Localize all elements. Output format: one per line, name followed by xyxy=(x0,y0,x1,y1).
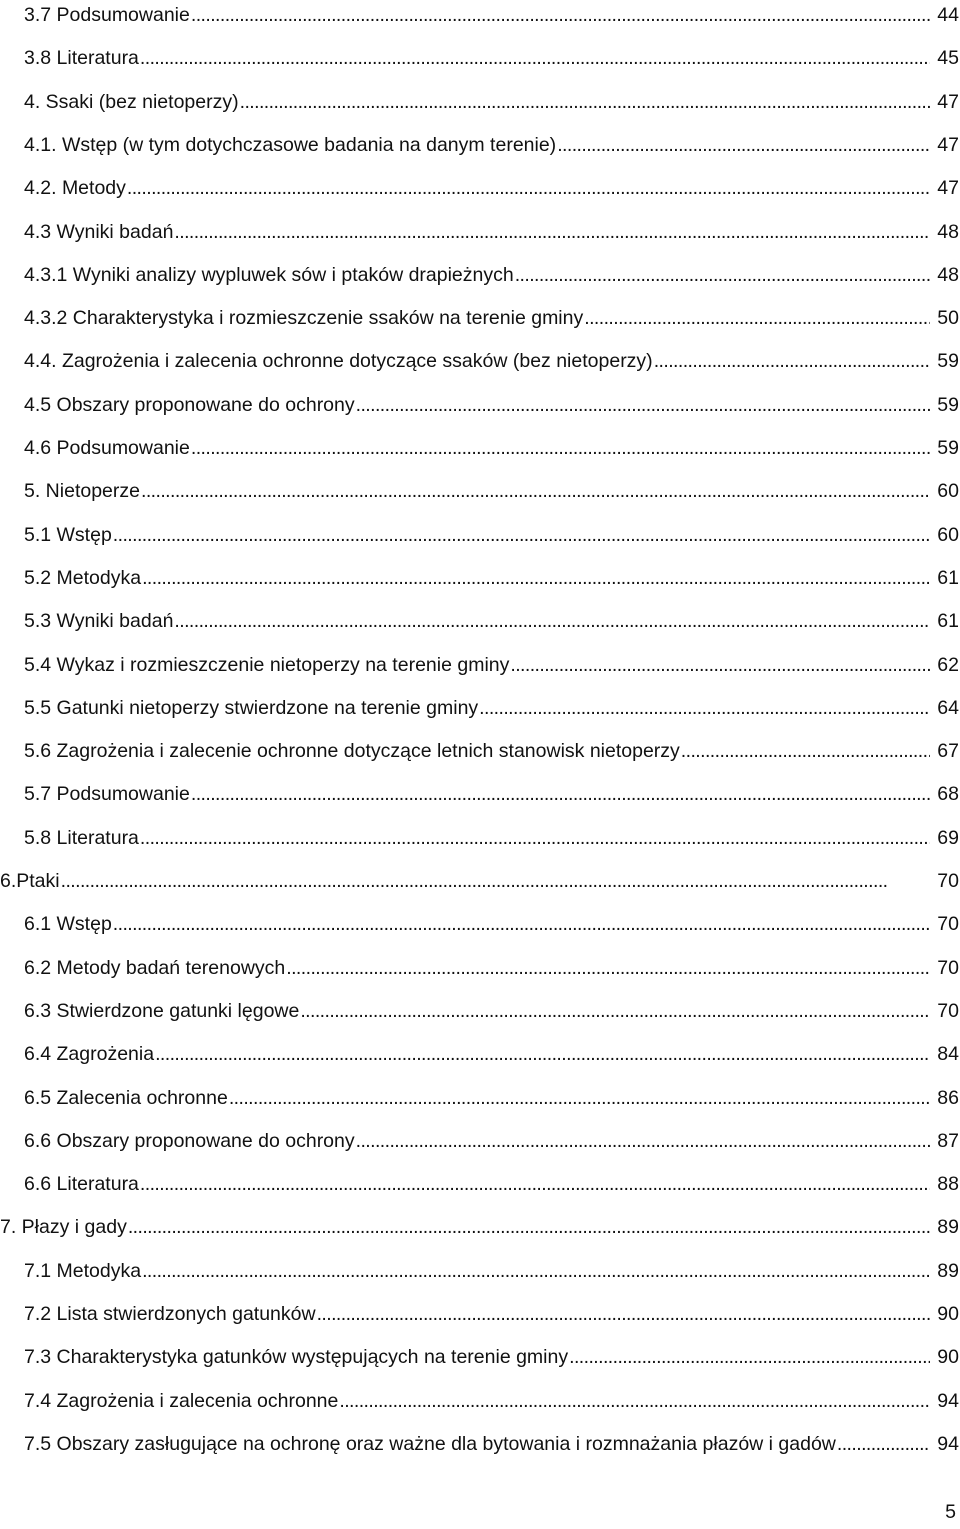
toc-entry-title: 6.6 Obszary proponowane do ochrony xyxy=(24,1126,356,1156)
toc-dot-leader xyxy=(155,1039,930,1069)
toc-entry-page: 44 xyxy=(937,4,959,26)
toc-dot-leader xyxy=(142,563,930,593)
toc-entry[interactable] xyxy=(0,43,960,73)
toc-entry-title: 7.4 Zagrożenia i zalecenia ochronne xyxy=(24,1386,339,1416)
toc-entry[interactable] xyxy=(0,1039,960,1069)
toc-dot-leader xyxy=(515,260,930,290)
toc-entry-title: 6.6 Literatura xyxy=(24,1169,140,1199)
toc-dot-leader xyxy=(510,650,930,680)
toc-entry-page: 90 xyxy=(937,1346,959,1369)
toc-entry[interactable] xyxy=(0,953,960,983)
toc-entry[interactable] xyxy=(0,1386,960,1416)
toc-entry-title: 5.6 Zagrożenia i zalecenie ochronne dotyczące letnich stanowisk nietoperzy xyxy=(24,736,681,766)
toc-entry-page: 48 xyxy=(937,263,959,286)
toc-entry[interactable] xyxy=(0,909,960,939)
toc-dot-leader xyxy=(191,433,930,463)
toc-entry[interactable] xyxy=(0,606,960,636)
toc-entry-title: 4.3.1 Wyniki analizy wypluwek sów i ptaków drapieżnych xyxy=(24,260,515,290)
toc-dot-leader xyxy=(191,779,930,809)
toc-dot-leader xyxy=(300,996,930,1026)
toc-entry-page: 70 xyxy=(937,913,959,936)
toc-entry[interactable] xyxy=(0,1083,960,1113)
toc-dot-leader xyxy=(127,173,930,203)
toc-entry[interactable] xyxy=(0,520,960,550)
toc-entry-title: 5.8 Literatura xyxy=(24,823,140,853)
toc-dot-leader xyxy=(140,1169,930,1199)
toc-entry-title: 5. Nietoperze xyxy=(24,476,141,506)
toc-entry[interactable] xyxy=(0,173,960,203)
toc-entry-title: 6.Ptaki xyxy=(0,866,61,896)
toc-entry-page: 47 xyxy=(937,133,959,156)
page-number: 5 xyxy=(945,1501,956,1523)
toc-entry-page: 94 xyxy=(937,1389,959,1412)
toc-dot-leader xyxy=(128,1212,930,1242)
toc-dot-leader xyxy=(584,303,930,333)
toc-entry-page: 94 xyxy=(937,1432,959,1455)
toc-entry[interactable] xyxy=(0,260,960,290)
toc-entry-page: 47 xyxy=(937,177,959,200)
toc-entry[interactable] xyxy=(0,87,960,117)
toc-entry-title: 7. Płazy i gady xyxy=(0,1212,128,1242)
toc-entry-page: 89 xyxy=(937,1259,959,1282)
toc-entry[interactable] xyxy=(0,433,960,463)
toc-dot-leader xyxy=(61,866,930,896)
toc-entry-title: 5.7 Podsumowanie xyxy=(24,779,191,809)
toc-dot-leader xyxy=(140,823,930,853)
toc-entry-page: 88 xyxy=(937,1173,959,1196)
toc-dot-leader xyxy=(479,693,930,723)
toc-dot-leader xyxy=(142,1256,930,1286)
toc-entry-title: 4.4. Zagrożenia i zalecenia ochronne dotyczące ssaków (bez nietoperzy) xyxy=(24,346,654,376)
toc-dot-leader xyxy=(191,0,930,30)
toc-entry-title: 4.2. Metody xyxy=(24,173,127,203)
toc-dot-leader xyxy=(174,217,930,247)
toc-entry-title: 6.4 Zagrożenia xyxy=(24,1039,155,1069)
toc-entry[interactable] xyxy=(0,476,960,506)
toc-dot-leader xyxy=(113,520,930,550)
toc-dot-leader xyxy=(113,909,930,939)
toc-dot-leader xyxy=(174,606,930,636)
toc-entry[interactable] xyxy=(0,303,960,333)
toc-entry[interactable] xyxy=(0,693,960,723)
toc-entry[interactable] xyxy=(0,1342,960,1372)
toc-entry-page: 90 xyxy=(937,1303,959,1325)
toc-entry-title: 7.2 Lista stwierdzonych gatunków xyxy=(24,1299,317,1329)
toc-entry-title: 5.5 Gatunki nietoperzy stwierdzone na terenie gminy xyxy=(24,693,479,723)
toc-dot-leader xyxy=(339,1386,930,1416)
toc-entry[interactable] xyxy=(0,0,960,30)
toc-dot-leader xyxy=(654,346,930,376)
toc-entry-page: 69 xyxy=(937,826,959,849)
toc-entry-title: 6.2 Metody badań terenowych xyxy=(24,953,286,983)
toc-entry-page: 84 xyxy=(937,1043,959,1066)
toc-entry-title: 6.3 Stwierdzone gatunki lęgowe xyxy=(24,996,300,1026)
toc-entry-title: 4.5 Obszary proponowane do ochrony xyxy=(24,390,356,420)
toc-dot-leader xyxy=(356,1126,930,1156)
toc-entry-page: 61 xyxy=(937,610,959,633)
toc-entry-page: 45 xyxy=(937,47,959,70)
toc-entry-title: 3.8 Literatura xyxy=(24,43,140,73)
toc-dot-leader xyxy=(140,43,930,73)
toc-dot-leader xyxy=(317,1299,930,1329)
toc-dot-leader xyxy=(286,953,930,983)
toc-entry-title: 4.3.2 Charakterystyka i rozmieszczenie ssaków na terenie gminy xyxy=(24,303,584,333)
toc-dot-leader xyxy=(229,1083,930,1113)
toc-entry[interactable] xyxy=(0,1256,960,1286)
toc-entry-page: 64 xyxy=(937,696,959,719)
toc-entry-page: 89 xyxy=(937,1216,959,1239)
toc-entry-page: 48 xyxy=(937,220,959,243)
toc-entry[interactable] xyxy=(0,1299,960,1329)
toc-entry[interactable] xyxy=(0,779,960,809)
toc-entry-title: 3.7 Podsumowanie xyxy=(24,0,191,30)
toc-entry-title: 6.1 Wstęp xyxy=(24,909,113,939)
toc-entry-page: 59 xyxy=(937,437,959,459)
toc-entry-page: 59 xyxy=(937,350,959,373)
toc-entry-page: 70 xyxy=(937,999,959,1022)
toc-entry-page: 86 xyxy=(937,1086,959,1109)
toc-dot-leader xyxy=(240,87,930,117)
toc-entry-page: 59 xyxy=(937,393,959,416)
toc-entry-page: 62 xyxy=(937,653,959,676)
toc-entry-title: 7.1 Metodyka xyxy=(24,1256,142,1286)
toc-entry[interactable] xyxy=(0,650,960,680)
toc-entry-title: 5.3 Wyniki badań xyxy=(24,606,174,636)
toc-entry[interactable] xyxy=(0,1169,960,1199)
toc-dot-leader xyxy=(569,1342,930,1372)
toc-entry-page: 61 xyxy=(937,566,959,589)
toc-entry-page: 67 xyxy=(937,740,959,763)
toc-entry-title: 4.3 Wyniki badań xyxy=(24,217,174,247)
toc-entry[interactable] xyxy=(0,996,960,1026)
toc-entry[interactable] xyxy=(0,130,960,160)
toc-entry-page: 68 xyxy=(937,783,959,806)
toc-entry-page: 47 xyxy=(937,90,959,113)
toc-entry[interactable] xyxy=(0,736,960,766)
toc-entry-title: 4.6 Podsumowanie xyxy=(24,433,191,463)
toc-entry-title: 7.5 Obszary zasługujące na ochronę oraz ważne dla bytowania i rozmnażania płazów i gadów xyxy=(24,1429,837,1459)
toc-entry-page: 87 xyxy=(937,1129,959,1152)
toc-entry-title: 5.2 Metodyka xyxy=(24,563,142,593)
toc-entry[interactable] xyxy=(0,563,960,593)
toc-entry-title: 6.5 Zalecenia ochronne xyxy=(24,1083,229,1113)
toc-entry-page: 70 xyxy=(937,870,959,892)
toc-dot-leader xyxy=(557,130,930,160)
toc-dot-leader xyxy=(837,1429,930,1459)
toc-entry-page: 70 xyxy=(937,956,959,979)
toc-dot-leader xyxy=(356,390,930,420)
toc-entry-page: 60 xyxy=(937,480,959,503)
toc-entry[interactable] xyxy=(0,346,960,376)
toc-entry-page: 60 xyxy=(937,523,959,546)
toc-entry[interactable] xyxy=(0,217,960,247)
toc-entry-page: 50 xyxy=(937,307,959,330)
toc-entry-title: 5.1 Wstęp xyxy=(24,520,113,550)
toc-entry[interactable] xyxy=(0,823,960,853)
toc-dot-leader xyxy=(681,736,930,766)
toc-entry-title: 4.1. Wstęp (w tym dotychczasowe badania na danym terenie) xyxy=(24,130,557,160)
toc-entry[interactable] xyxy=(0,1212,960,1242)
toc-entry-title: 5.4 Wykaz i rozmieszczenie nietoperzy na terenie gminy xyxy=(24,650,510,680)
toc-entry[interactable] xyxy=(0,866,960,896)
toc-entry-title: 4. Ssaki (bez nietoperzy) xyxy=(24,87,240,117)
toc-dot-leader xyxy=(141,476,930,506)
toc-entry[interactable] xyxy=(0,1429,960,1459)
toc-entry-title: 7.3 Charakterystyka gatunków występujących na terenie gminy xyxy=(24,1342,569,1372)
toc-entry[interactable] xyxy=(0,390,960,420)
toc-entry[interactable] xyxy=(0,1126,960,1156)
